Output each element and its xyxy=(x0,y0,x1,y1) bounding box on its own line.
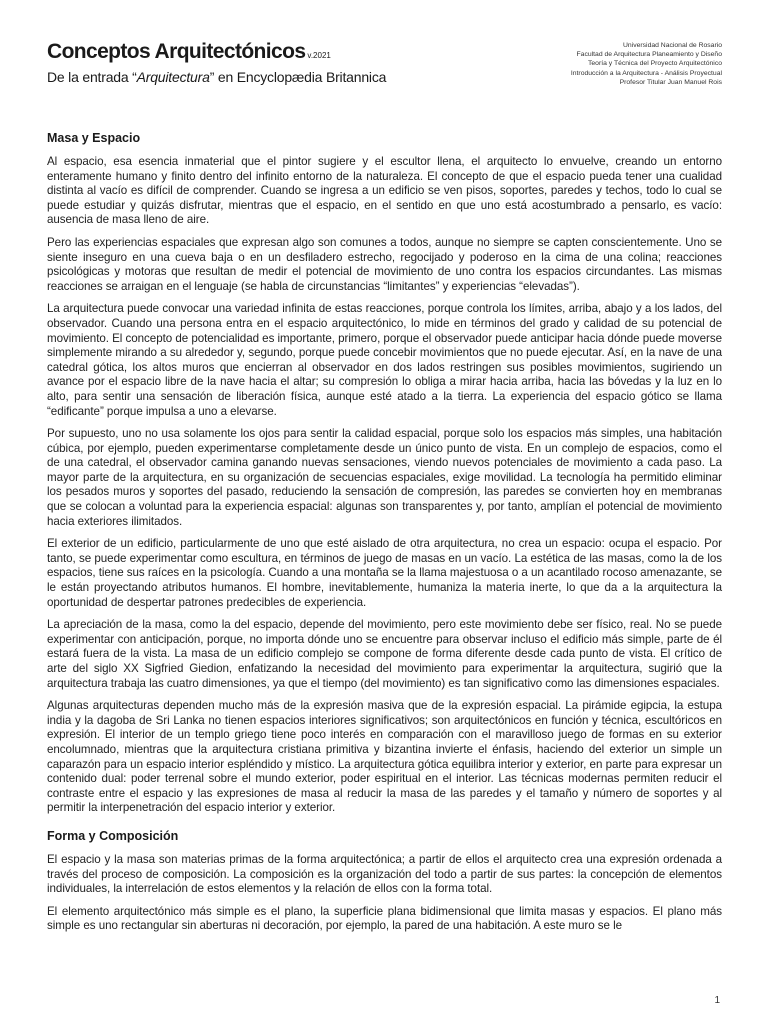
body-paragraph: La arquitectura puede convocar una variedad infinita de estas reacciones, porque controla los límites, arriba, abajo y a los lados, del observador. Cuando una persona entra en el espacio arquitectónico, lo mide en términos del grado y calidad de su potencial de movimiento. El concepto de potencialidad es importante, primero, porque el observador puede anticipar hacia dónde puede moverse simplemente mirando a su alrededor y, segundo, porque puede concebir movimientos que no puede ejecutar. Así, en la nave de una catedral gótica, los altos muros que encierran al observador en dos lados restringen sus posibles movimientos, sugiriendo un avance por el espacio libre de la nave hacia el altar; su compresión lo obliga a mirar hacia arriba, hacia las bóvedas y la luz en lo alto, para sentir una sensación de liberación física, aunque esté atado a la tierra. La experiencia del espacio gótico se llama “edificante” porque impulsa a uno a elevarse. xyxy=(47,302,722,418)
institution-line-professor: Profesor Titular Juan Manuel Rois xyxy=(619,78,722,86)
section-heading: Masa y Espacio xyxy=(47,131,141,145)
document-body xyxy=(47,130,722,942)
body-paragraph: La apreciación de la masa, como la del espacio, depende del movimiento, pero este movimiento debe ser físico, real. No se puede experimentar con anticipación, porque, no importa dónde uno se encuentre para observar incluso el edificio más simple, parte de él estará fuera de la vista. La masa de un edificio complejo se compone de forma diferente desde cada punto de vista. El crítico de arte del siglo XX Sigfried Giedion, enfatizando la necesidad del movimiento para experimentar la arquitectura, sugirió que la arquitectura trabaja las cuatro dimensiones, ya que el tiempo (del movimiento) es tan significativo como las dimensiones espaciales. xyxy=(47,618,722,690)
body-paragraph: Pero las experiencias espaciales que expresan algo son comunes a todos, aunque no siempre se capten conscientemente. Uno se siente inseguro en una cueva baja o en un desfiladero estrecho, regocijado y poderoso en la cima de una colina; reacciones psicológicas y motoras que resultan de medir el potencial de movimiento de uno contra los espacios circundantes. Las mismas reacciones se arraigan en el lenguaje (se habla de circunstancias “limitantes” y experiencias “elevadas”). xyxy=(47,235,722,293)
institution-line-course: Teoría y Técnica del Proyecto Arquitectónico xyxy=(588,60,722,68)
body-paragraph: El elemento arquitectónico más simple es el plano, la superficie plana bidimensional que limita masas y espacios. El plano más simple es uno rectangular sin aberturas ni decoración, por ejemplo, la pared de una habitación. A este muro se le xyxy=(47,904,722,933)
institution-line-faculty: Facultad de Arquitectura Planeamiento y Diseño xyxy=(576,51,722,59)
section-masa-y-espacio xyxy=(47,130,722,816)
body-paragraph: Al espacio, esa esencia inmaterial que el pintor sugiere y el escultor llena, el arquitecto lo envuelve, creando un entorno enteramente humano y finito dentro del infinito entorno de la naturaleza. El concepto de que el espacio pueda tener una cualidad distinta al vacío es difícil de comprender. Cuando se ingresa a un edificio se ven pisos, soportes, paredes y techos, todo lo cual se puede estudiar y quizás disfrutar, mientras que el espacio, en el sentido en que uno está acostumbrado a pensarlo, es vacío: ausencia de masa lleno de aire. xyxy=(47,155,722,227)
page-number: 1 xyxy=(714,995,720,1006)
institution-line-university: Universidad Nacional de Rosario xyxy=(623,42,722,49)
subtitle-suffix: ” en Encyclopædia Britannica xyxy=(209,69,387,85)
body-paragraph: El exterior de un edificio, particularmente de uno que esté aislado de otra arquitectura, no crea un espacio: ocupa el espacio. Por tanto, se puede experimentar como escultura, en términos de juego de masas en un vacío. La estética de las masas, como la de los espacios, tiene sus raíces en la psicología. Cuando a una montaña se la llama majestuosa o a un acantilado rocoso amenazante, se le están proyectando atributos humanos. El hombre, inevitablemente, humaniza la materia inerte, lo que da a la arquitectura la oportunidad de despertar patrones predecibles de experiencia. xyxy=(47,537,722,609)
institution-line-subject: Introducción a la Arquitectura - Análisis Proyectual xyxy=(570,69,722,77)
subtitle-emphasis: Arquitectura xyxy=(136,69,210,85)
institution-block xyxy=(571,41,722,87)
title-text: Conceptos Arquitectónicos xyxy=(47,40,306,63)
version-label: v.2021 xyxy=(307,51,331,60)
section-heading: Forma y Composición xyxy=(47,828,179,843)
body-paragraph: Por supuesto, uno no usa solamente los ojos para sentir la calidad espacial, porque solo los espacios más simples, una habitación cúbica, por ejemplo, pueden experimentarse completamente desde un único punto de vista. En un complejo de espacios, como el de una catedral, el observador camina ganando nuevas sensaciones, viendo nuevos potenciales de movimiento a cada paso. La mayor parte de la arquitectura, en su organización de secuencias espaciales, exige movilidad. La tecnología ha permitido eliminar los pesados muros y soportes del pasado, reduciendo la sensación de compresión, las paredes se convierten hoy en membranas que se colocan a voluntad para la experiencia espacial: algunas son transparentes y, por tanto, amplían el potencial de movimiento hacia exteriores ilimitados. xyxy=(47,427,722,528)
body-paragraph: Algunas arquitecturas dependen mucho más de la expresión masiva que de la expresión espacial. La pirámide egipcia, la estupa india y la dagoba de Sri Lanka no tienen espacios interiores significativos; son arquitectónicos en función y técnica, escultóricos en expresión. El interior de un templo griego tiene poco interés en comparación con el maravilloso juego de formas en su exterior encolumnado, mientras que la arquitectura cristiana primitiva y bizantina invierte el énfasis, haciendo del exterior un simple un caparazón para un espacio interior espléndido y místico. La arquitectura gótica equilibra interior y exterior, en parte para expresar un contenido dual: poder terrenal sobre el mundo exterior, poder espiritual en el interior. Las técnicas modernas permiten reducir el contraste entre el espacio y las expresiones de masa al reducir la masa de las paredes y el tamaño y número de soportes y al permitir la interpenetración del espacio interior y exterior. xyxy=(47,699,722,815)
body-paragraph: El espacio y la masa son materias primas de la forma arquitectónica; a partir de ellos el arquitecto crea una expresión ordenada a través del proceso de composición. La composición es la organización del todo a partir de sus partes: la concepción de elementos individuales, la interrelación de estos elementos y la relación de ellos con la forma total. xyxy=(47,852,722,896)
subtitle-prefix: De la entrada “ xyxy=(47,69,137,85)
section-forma-y-composicion xyxy=(47,828,722,934)
